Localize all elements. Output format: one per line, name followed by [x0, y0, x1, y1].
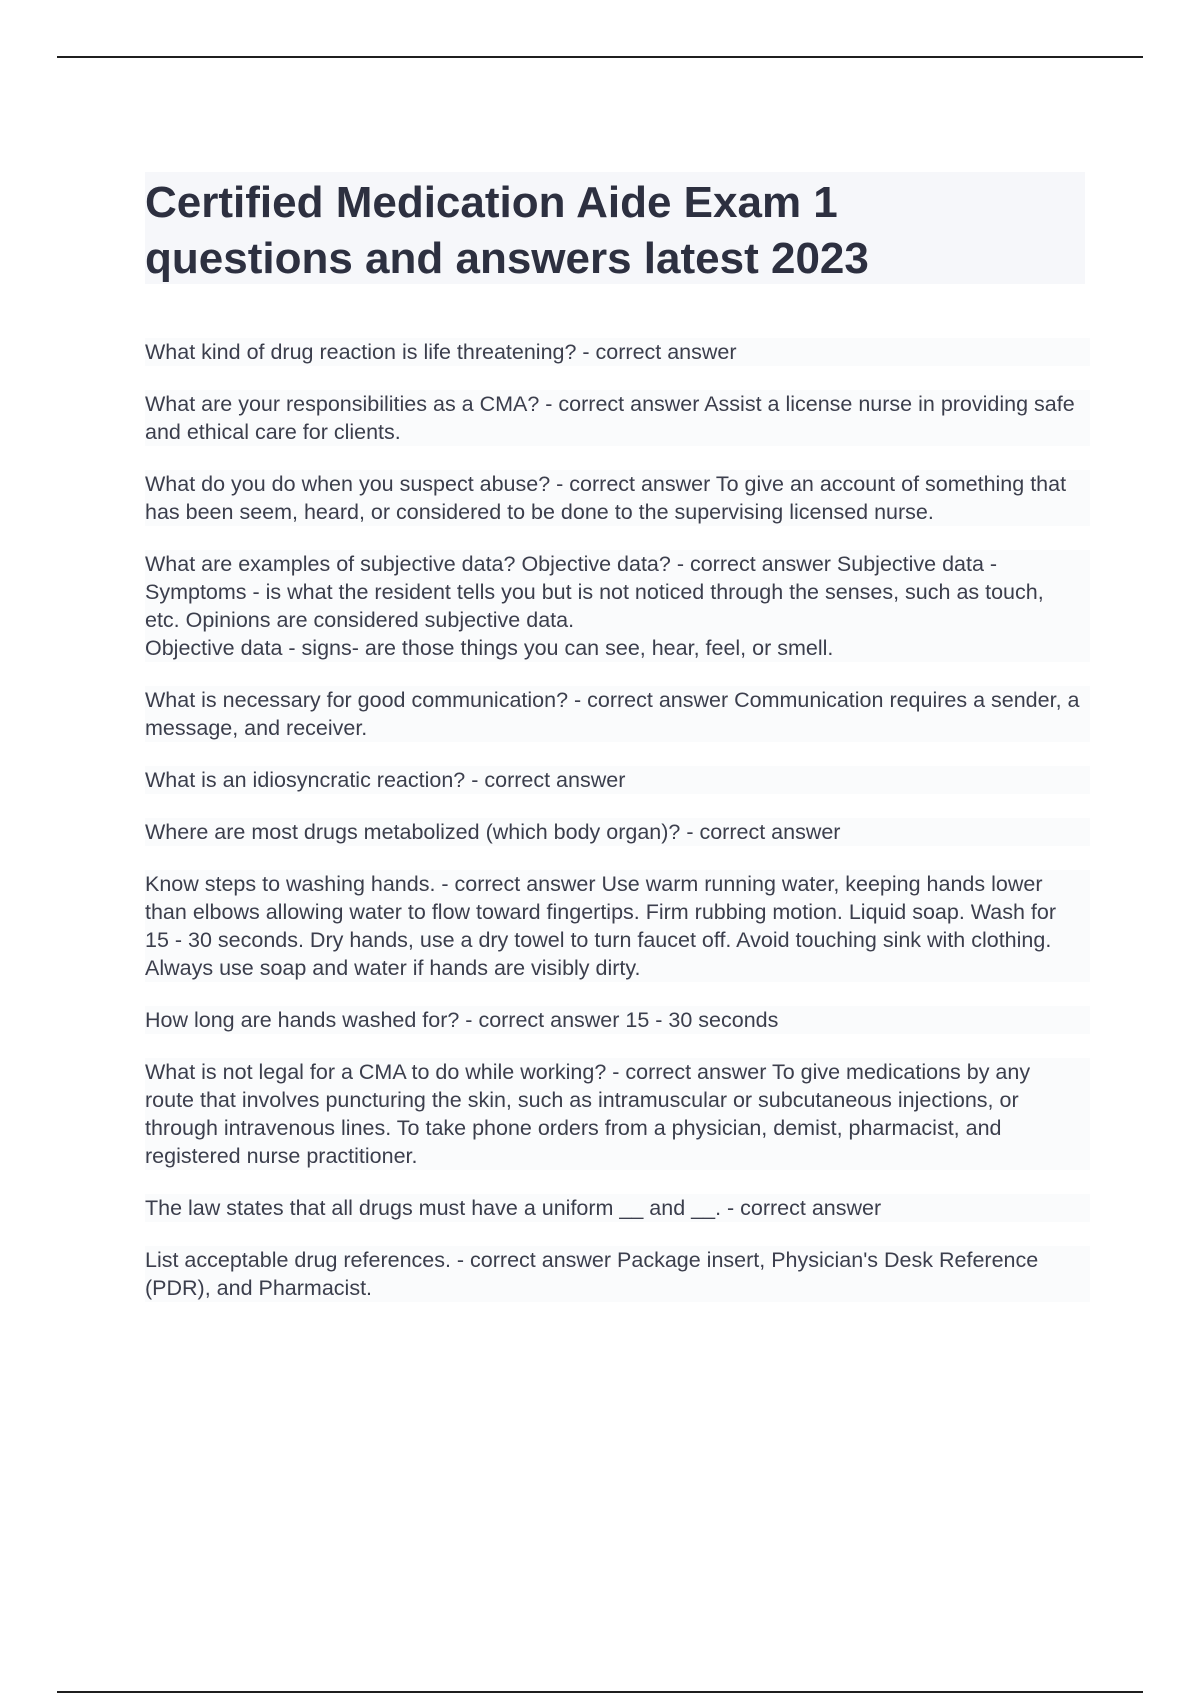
qa-item	[145, 1058, 1090, 1170]
title-line-2: questions and answers latest 2023	[145, 234, 869, 283]
qa-item	[145, 766, 1090, 794]
qa-item	[145, 1006, 1090, 1034]
qa-text: What kind of drug reaction is life threatening? - correct answer	[145, 340, 737, 364]
qa-text: What is not legal for a CMA to do while working? - correct answer To give medications by any route that involves puncturing the skin, such as intramuscular or subcutaneous injections, or through intravenous lines. To take phone orders from a physician, demist, pharmacist, and registered nurse practitioner.	[145, 1060, 1031, 1168]
document-title	[145, 172, 1085, 287]
qa-item	[145, 870, 1090, 982]
header-rule	[57, 56, 1143, 58]
qa-text: What is an idiosyncratic reaction? - correct answer	[145, 768, 626, 792]
footer-rule	[57, 1691, 1143, 1693]
qa-item	[145, 338, 1090, 366]
qa-text: Know steps to washing hands. - correct answer Use warm running water, keeping hands lower than elbows allowing water to flow toward fingertips. Firm rubbing motion. Liquid soap. Wash for 15 - 30 seconds. Dry hands, use a dry towel to turn faucet off. Avoid touching sink with clothing. Always use soap and water if hands are visibly dirty.	[145, 872, 1056, 980]
qa-text: What are your responsibilities as a CMA? - correct answer Assist a license nurse in providing safe and ethical care for clients.	[145, 392, 1075, 444]
qa-text: How long are hands washed for? - correct answer 15 - 30 seconds	[145, 1008, 779, 1032]
qa-item	[145, 390, 1090, 446]
title-line-1: Certified Medication Aide Exam 1	[145, 178, 838, 227]
qa-item	[145, 818, 1090, 846]
qa-text: What are examples of subjective data? Objective data? - correct answer Subjective data - Symptoms - is what the resident tells you but is not noticed through the senses, such as touch, etc. Opinions are considered subjective data.	[145, 552, 1044, 632]
title-block	[145, 172, 1085, 284]
qa-list	[145, 338, 1090, 1326]
qa-text: Where are most drugs metabolized (which body organ)? - correct answer	[145, 820, 841, 844]
qa-item	[145, 1194, 1090, 1222]
qa-text: What do you do when you suspect abuse? - correct answer To give an account of something that has been seem, heard, or considered to be done to the supervising licensed nurse.	[145, 472, 1067, 524]
qa-item	[145, 1246, 1090, 1302]
qa-item	[145, 470, 1090, 526]
qa-text: List acceptable drug references. - correct answer Package insert, Physician's Desk Reference (PDR), and Pharmacist.	[145, 1248, 1039, 1300]
qa-item	[145, 686, 1090, 742]
qa-text: The law states that all drugs must have a uniform __ and __. - correct answer	[145, 1196, 882, 1220]
qa-item	[145, 550, 1090, 662]
qa-text-continued: Objective data - signs- are those things you can see, hear, feel, or smell.	[145, 636, 834, 660]
qa-text: What is necessary for good communication? - correct answer Communication requires a sender, a message, and receiver.	[145, 688, 1080, 740]
